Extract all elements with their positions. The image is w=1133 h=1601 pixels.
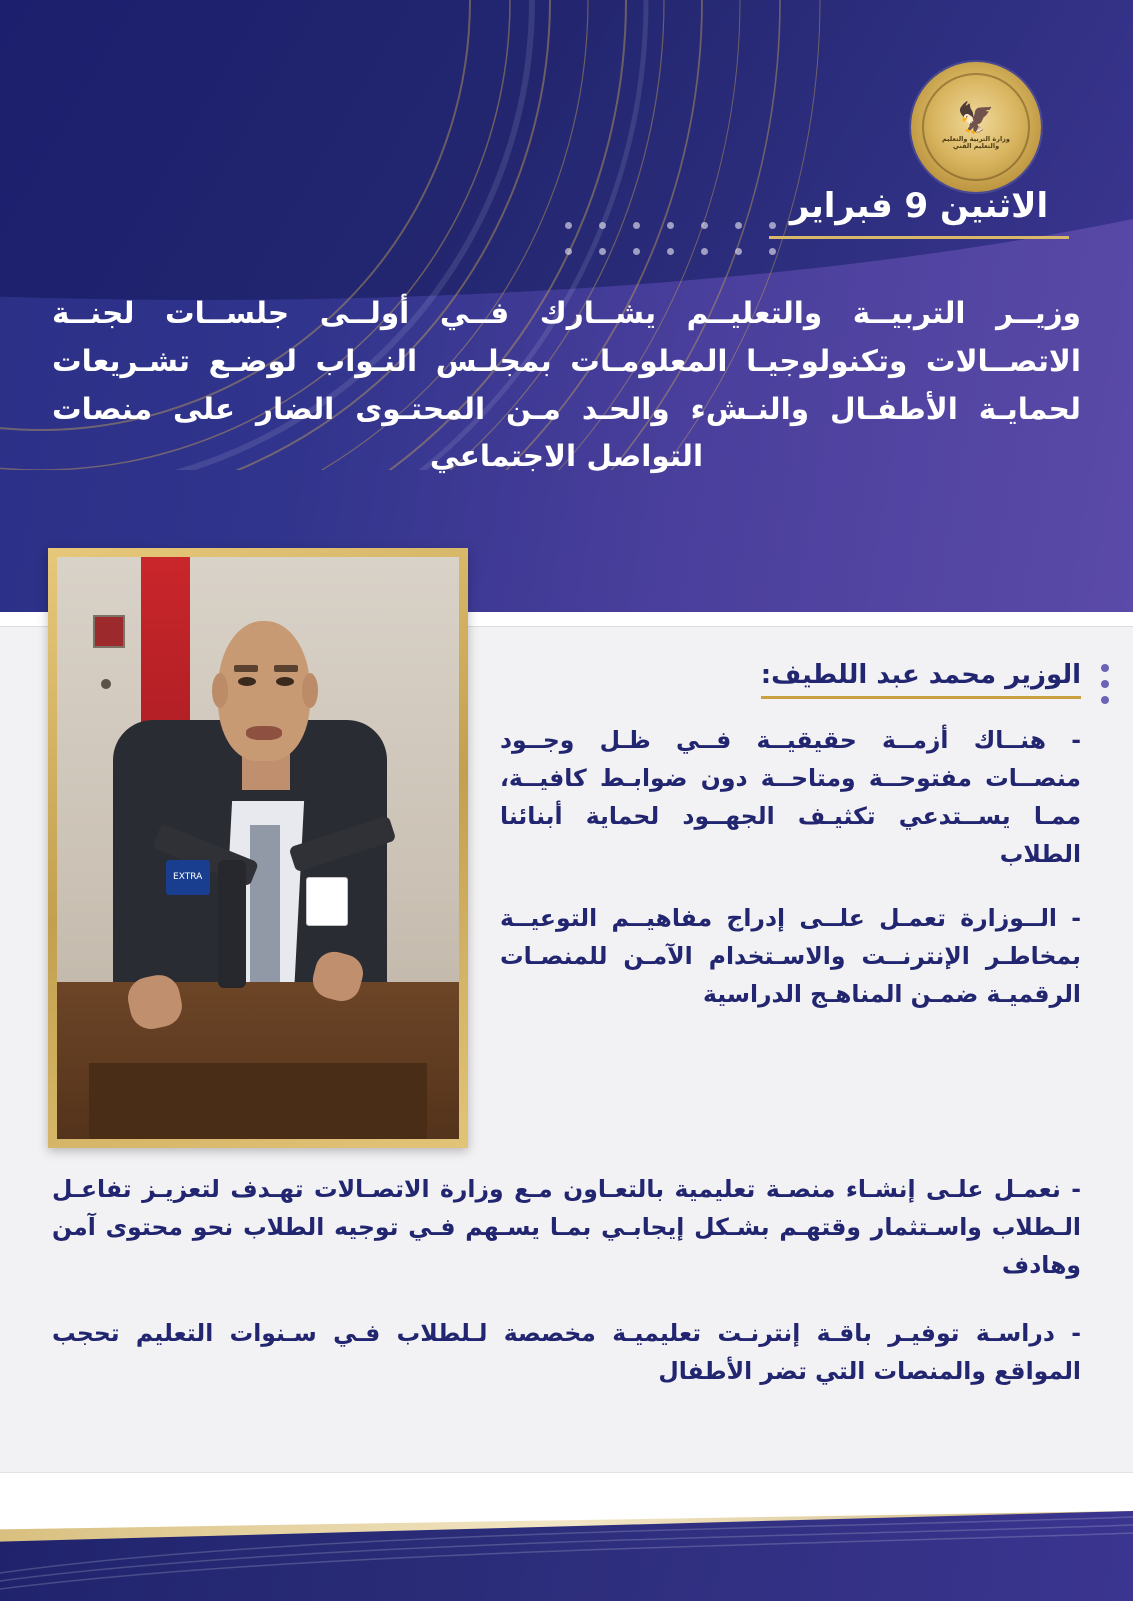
minister-photo-frame [48,548,468,1148]
emblem-inner [922,73,1030,181]
quote-paragraph: - الــوزارة تعمـل علــى إدراج مفاهيــم التوعيــة بمخاطـر الإنترنــت والاسـتخدام الآمـن للمنصـات الرقميـة ضمـن المناهـج الدراسية [500,904,1081,1009]
page-title: وزيــر التربيــة والتعليــم يشــارك فــي أولــى جلســات لجنــة الاتصــالات وتكنولوجيـا المعلومـات بمجلـس النـواب لوضـع تشـريعات لحمايـة الأطفـال والنـشء والحـد مـن المحتـوى الضار على منصات التواصل الاجتماعي [52,296,1081,474]
minister-photo [57,557,459,1139]
microphone-icon [218,860,246,988]
quote-paragraph: - هنــاك أزمــة حقيقيــة فــي ظـل وجــود منصــات مفتوحــة ومتاحــة دون ضوابـط كافيــة، ممـا يســتدعي تكثيـف الجهــود لحماية أبنائنا الطلاب [500,726,1081,869]
speaker-label: الوزير محمد عبد اللطيف: [761,660,1081,699]
emblem-top-text: وزارة التربية والتعليم والتعليم الفني [942,135,1010,150]
footer-banner [0,1472,1133,1601]
dot-grid-decoration [565,222,803,274]
mic-tag-label: EXTRA [166,860,210,895]
quote-paragraph: - نعمـل علـى إنشـاء منصـة تعليمية بالتعـاون مـع وزارة الاتصـالات تهـدف لتعزيـز تفاعـل الـطلاب واسـتثمار وقتهـم بشـكل إيجابـي بمـا يسـهم فـي توجيه الطلاب نحو محتوى آمن وهادف [52,1175,1081,1280]
date-row [769,186,1069,239]
wide-quote-column [52,1170,1081,1420]
publication-date: الاثنين 9 فبراير [769,186,1069,239]
quote-paragraph: - دراسـة توفيـر باقـة إنترنـت تعليميـة مخصصة لـلطلاب فـي سـنوات التعليم تحجب المواقع والمنصات التي تضر الأطفال [52,1319,1081,1386]
ministry-emblem-icon [911,62,1041,192]
header-banner [0,0,1133,612]
eagle-icon: 🦅 [957,101,995,137]
footer-line-decoration [0,1511,1133,1601]
quote-column [500,660,1081,1039]
speaker-dots-decoration [1101,664,1109,704]
mic-tag-secondary [306,877,348,926]
